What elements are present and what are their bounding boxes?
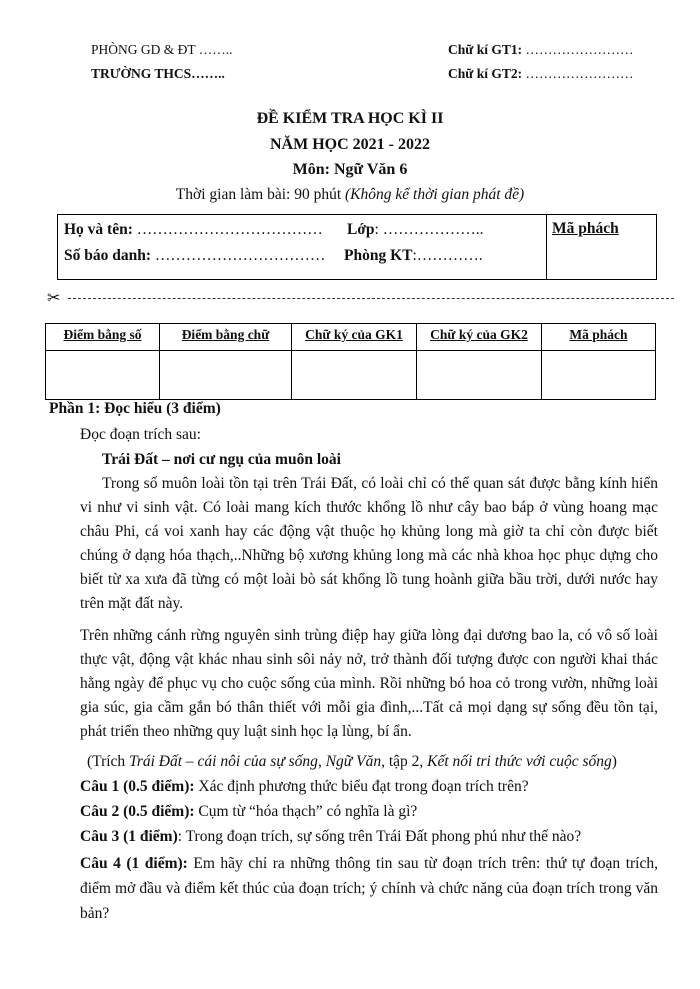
question-1 — [80, 778, 529, 796]
citation-work: Trái Đất – cái nôi của sự sống — [129, 753, 318, 770]
grader2-signature-cell[interactable] — [417, 351, 542, 400]
score-table-header-row — [46, 324, 656, 351]
citation-book: Ngữ Văn — [325, 753, 382, 770]
scissors-icon: ✂ — [47, 288, 61, 307]
question-label: Câu 4 (1 điểm): — [80, 855, 188, 872]
citation-sep2: , tập 2, — [381, 753, 428, 770]
citation — [87, 753, 617, 771]
class-label: Lớp — [347, 221, 375, 238]
code-cell[interactable] — [542, 351, 656, 400]
question-2 — [80, 803, 417, 821]
signature-gt2 — [448, 66, 634, 82]
score-table-header: Điểm bằng chữ — [160, 324, 292, 351]
citation-series: Kết nối tri thức với cuộc sống — [427, 753, 612, 770]
question-label: Câu 2 (0.5 điểm): — [80, 803, 195, 820]
department-label: PHÒNG GD & ĐT …….. — [91, 42, 233, 57]
subject: Môn: Ngữ Văn 6 — [292, 161, 408, 178]
candidate-number-dots: …………………………… — [151, 247, 326, 264]
question-text: Xác định phương thức biểu đạt trong đoạn trích trên? — [194, 778, 529, 795]
score-words-cell[interactable] — [160, 351, 292, 400]
question-text: : Trong đoạn trích, sự sống trên Trái Đất phong phú như thế nào? — [177, 828, 582, 845]
score-table — [45, 323, 656, 400]
school-year: NĂM HỌC 2021 - 2022 — [270, 136, 430, 153]
candidate-number-field[interactable] — [64, 247, 325, 265]
class-dots: : ……………….. — [374, 221, 484, 238]
signature-gt1-dots: …………………… — [522, 42, 634, 57]
question-4 — [80, 851, 658, 926]
signature-gt2-dots: …………………… — [522, 66, 634, 81]
exam-room-label: Phòng KT — [344, 247, 413, 264]
part1-instruction: Đọc đoạn trích sau: — [80, 426, 201, 443]
signature-gt1-label: Chữ kí GT1: — [448, 42, 523, 57]
name-dots: ……………………………… — [132, 221, 323, 238]
score-table-row — [46, 351, 656, 400]
question-label: Câu 3 (1 điểm) — [80, 828, 178, 845]
score-table-header: Mã phách — [542, 324, 656, 351]
name-field[interactable] — [64, 221, 323, 239]
time-limit-text: Thời gian làm bài: 90 phút — [175, 186, 345, 203]
time-limit — [0, 186, 700, 204]
part1-heading: Phần 1: Đọc hiểu (3 điểm) — [49, 400, 221, 417]
score-number-cell[interactable] — [46, 351, 160, 400]
question-text: Cụm từ “hóa thạch” có nghĩa là gì? — [194, 803, 418, 820]
question-label: Câu 1 (0.5 điểm): — [80, 778, 195, 795]
exam-room-dots: :…………. — [412, 247, 483, 264]
citation-sep1: , — [317, 753, 326, 770]
passage-paragraph-1: Trong số muôn loài tồn tại trên Trái Đất, có loài chỉ có thể quan sát được bằng kính hiển vi như vi sinh vật. Có loài mang kích thước khổng lồ như cây bao báp ở vùng hoang mạc châu Phi, cá voi xanh hay các động vật thuộc họ khủng long mà giờ ta chỉ còn được biết chúng ở dạng hóa thạch,..Những bộ xương khủng long mà các nhà khoa học phục dựng cho biết từ xa xưa đã từng có một loài bò sát khổng lồ tung hoành giữa bầu trời, dưới nước hay trên mặt đất này. — [80, 475, 658, 612]
time-limit-note: (Không kể thời gian phát đề) — [345, 186, 525, 203]
score-table-header: Điểm bằng số — [46, 324, 160, 351]
citation-prefix: (Trích — [87, 753, 130, 770]
code-label-top: Mã phách — [552, 220, 619, 237]
school-label: TRƯỜNG THCS…….. — [91, 66, 225, 81]
class-field[interactable] — [347, 221, 483, 239]
question-3 — [80, 828, 581, 846]
exam-title: ĐỀ KIỂM TRA HỌC KÌ II — [256, 110, 444, 127]
score-table-header: Chữ ký của GK2 — [417, 324, 542, 351]
info-box-divider — [546, 215, 547, 279]
question-text: Em hãy chỉ ra những thông tin sau từ đoạn trích trên: thứ tự đoạn trích, điểm mở đầu và điểm kết thúc của đoạn trích; ý chính và chức năng của đoạn trích trong văn bản? — [80, 855, 658, 922]
score-table-header: Chữ ký của GK1 — [292, 324, 417, 351]
signature-gt1 — [448, 42, 634, 58]
passage-paragraph-2: Trên những cánh rừng nguyên sinh trùng điệp hay giữa lòng đại dương bao la, có vô số loài thực vật, động vật khác nhau sinh sôi nảy nở, trở thành đối tượng được con người khai thác hằng ngày để phục vụ cho cuộc sống của mình. Rồi những bó hoa cỏ trong vườn, những loài gia súc, gia cầm gắn bó thân thiết với mỗi gia đình,...Tất cả mọi dạng sự sống đều tồn tại, phát triển theo những quy luật sinh học lạ lùng, bí ẩn. — [80, 627, 658, 740]
signature-gt2-label: Chữ kí GT2: — [448, 66, 523, 81]
candidate-number-label: Số báo danh: — [64, 247, 152, 264]
grader1-signature-cell[interactable] — [292, 351, 417, 400]
exam-room-field[interactable] — [344, 247, 483, 265]
name-label: Họ và tên: — [64, 221, 133, 238]
passage-title: Trái Đất – nơi cư ngụ của muôn loài — [102, 451, 341, 468]
cut-line — [68, 298, 674, 299]
citation-suffix: ) — [611, 753, 617, 770]
